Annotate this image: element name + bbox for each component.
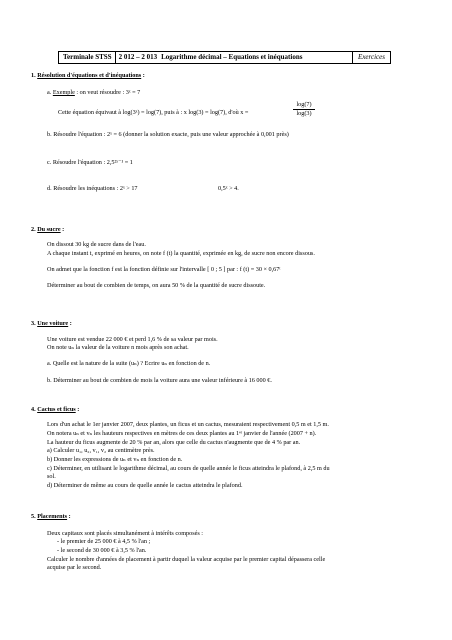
section-2-colon: : [60, 226, 65, 233]
s5-line-3: - le second de 30 000 € à 3,5 % l'an. [57, 547, 147, 554]
section-4-title [31, 406, 79, 414]
s2-line-1: On dissout 30 kg de sucre dans de l'eau. [47, 241, 146, 248]
header-title [116, 52, 353, 63]
s2-line-3: On admet que la fonction f est la fonction définie sur l'intervalle [ 0 ; 5 ] par : f (t) = 30 × 0,67ᵗ [47, 266, 281, 273]
s2-line-4: Déterminer au bout de combien de temps, on aura 50 % de la quantité de sucre dissoute. [47, 282, 266, 289]
s5-line-4: Calculer le nombre d'années de placement à partir duquel la valeur acquise par le premier capital dépassera celle [47, 556, 326, 563]
s1-a-example: Exemple [52, 89, 75, 96]
fraction-denominator: log(3) [296, 110, 312, 117]
section-1-title [31, 72, 145, 80]
s4-line-5: b) Donner les expressions de uₙ et vₙ en fonction de n. [47, 456, 183, 463]
header-box [58, 51, 391, 64]
s4-line-3: La hauteur du ficus augmente de 20 % par an, alors que celle du cactus n'augmente que de 4 % par an. [47, 439, 301, 446]
s4-line-1: Lors d'un achat le 1er janvier 2007, deux plantes, un ficus et un cactus, mesuraient respectivement 0,5 m et 1,5 m. [47, 421, 329, 428]
section-3-colon: : [68, 320, 72, 327]
section-3-heading: Une voiture [37, 320, 69, 327]
s3-line-2: On note uₙ la valeur de la voiture n mois après son achat. [47, 344, 189, 351]
s1-c: c. Résoudre l'équation : 2,5²ˣ⁻¹ = 1 [47, 159, 133, 166]
s4-line-8: d) Déterminer de même au cours de quelle année le cactus atteindra le plafond. [47, 482, 243, 489]
section-4-number: 4. [31, 406, 36, 413]
s5-line-1: Deux capitaux sont placés simultanément à intérêts composés : [47, 530, 204, 537]
s4-line-2: On notera uₙ et vₙ les hauteurs respectives en mètres de ces deux plantes au 1ᵉʳ janvier de l'année (2007 + n). [47, 430, 317, 437]
fraction-numerator: log(7) [296, 101, 312, 108]
s5-line-2: - le premier de 25 000 € à 4,5 % l'an ; [57, 538, 151, 545]
section-5-heading: Placements [37, 513, 68, 520]
header-type: Exercices [358, 53, 385, 61]
s1-d2: 0,5ˣ > 4. [218, 185, 239, 192]
section-3-title [31, 320, 72, 328]
s1-a-prefix: a. [47, 89, 53, 96]
section-2-heading: Du sucre [37, 226, 61, 233]
s1-a-text: : on veut résoudre : 3ˣ = 7 [74, 89, 141, 96]
header-class: Terminale STSS [59, 52, 116, 63]
s1-d: d. Résoudre les inéquations : 2ˣ > 17 [47, 185, 138, 192]
s5-line-5: acquise par le second. [47, 564, 102, 571]
section-2-title [31, 226, 64, 234]
header-years: 2 012 – 2 013 [118, 53, 158, 61]
section-2-number: 2. [31, 226, 36, 233]
s2-line-2: A chaque instant t, exprimé en heures, on note f (t) la quantité, exprimée en kg, de sucre non encore dissous. [47, 250, 315, 257]
section-4-heading: Cactus et ficus [37, 406, 76, 413]
s4-line-7: sol. [47, 473, 56, 480]
s1-fraction [293, 101, 315, 118]
section-5-colon: : [67, 513, 71, 520]
section-4-colon: : [75, 406, 80, 413]
s1-a-equation: Cette équation équivaut à log(3ˣ) = log(7), puis à : x log(3) = log(7), d'où x = [58, 109, 249, 116]
section-5-title [31, 513, 71, 521]
s4-line-6: c) Déterminer, en utilisant le logarithme décimal, au cours de quelle année le ficus atteindra le plafond, à 2,5 m du [47, 465, 330, 472]
s1-a-line [47, 89, 140, 97]
section-5-number: 5. [31, 513, 36, 520]
section-1-number: 1. [31, 72, 36, 79]
s1-b: b. Résoudre l'équation : 2ˣ = 6 (donner la solution exacte, puis une valeur approchée à 0,001 près) [47, 131, 289, 138]
s4-line-4: a) Calculer u₁, u₂, v₁, v₂ au centimètre près. [47, 447, 155, 454]
s3-line-1: Une voiture est vendue 22 000 € et perd 1,6 % de sa valeur par mois. [47, 336, 218, 343]
section-1-heading: Résolution d'équations et d'inéquations [37, 72, 142, 79]
section-1-colon: : [141, 72, 145, 79]
s3-line-4: b. Déterminer au bout de combien de mois la voiture aura une valeur inférieure à 16 000 €. [47, 377, 272, 384]
s3-line-3: a. Quelle est la nature de la suite (uₙ) ? Ecrire uₙ en fonction de n. [47, 360, 211, 367]
header-topic: Logarithme décimal – Equations et inéquations [161, 53, 303, 61]
section-3-number: 3. [31, 320, 36, 327]
